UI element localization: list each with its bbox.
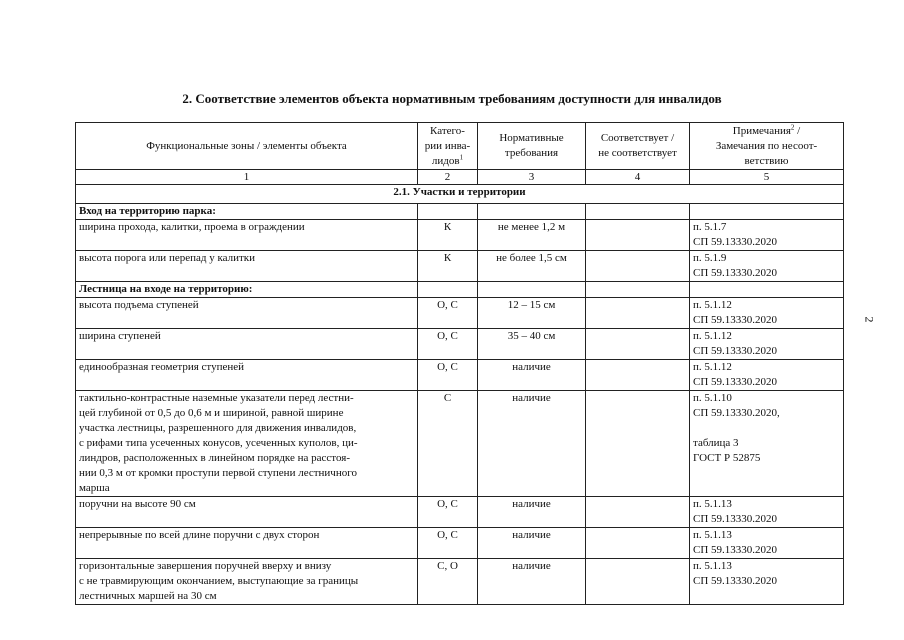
requirement-cell: наличие (478, 559, 586, 605)
table-row (76, 329, 844, 360)
category-cell: К (418, 251, 478, 282)
page-number: 2 (862, 316, 877, 323)
section-row (76, 185, 844, 204)
notes-cell: п. 5.1.10 СП 59.13330.2020, таблица 3 ГОСТ Р 52875 (690, 391, 844, 497)
element-cell: горизонтальные завершения поручней вверху и внизу с не травмирующим окончанием, выступающие за границы лестничных маршей на 30 см (76, 559, 418, 605)
table-row (76, 220, 844, 251)
notes-cell: п. 5.1.13 СП 59.13330.2020 (690, 559, 844, 605)
header-category: Катего- рии инва- лидов$^1$ (418, 123, 478, 170)
category-cell: О, С (418, 329, 478, 360)
element-cell: тактильно-контрастные наземные указатели перед лестни- цей глубиной от 0,5 до 0,6 м и шириной, равной ширине участка лестницы, разрешенного для движения инвалидов, с рифами типа усеченных конусов, усеченных куполов, ци- линдров, расположенных в линейном порядке на расстоя- нии 0,3 м от кромки проступи первой ступени лестничного марша (76, 391, 418, 497)
compliance-cell (586, 360, 690, 391)
notes-cell: п. 5.1.13 СП 59.13330.2020 (690, 528, 844, 559)
category-cell: О, С (418, 298, 478, 329)
element-cell: непрерывные по всей длине поручни с двух сторон (76, 528, 418, 559)
table-row (76, 391, 844, 497)
compliance-cell (586, 497, 690, 528)
column-number: 1 (76, 170, 418, 185)
requirement-cell: не более 1,5 см (478, 251, 586, 282)
notes-cell: п. 5.1.12 СП 59.13330.2020 (690, 298, 844, 329)
page-title: 2. Соответствие элементов объекта нормативным требованиям доступности для инвалидов (182, 91, 722, 106)
compliance-cell (586, 528, 690, 559)
requirement-cell: наличие (478, 528, 586, 559)
compliance-cell (586, 329, 690, 360)
requirement-cell: 12 – 15 см (478, 298, 586, 329)
element-cell: высота порога или перепад у калитки (76, 251, 418, 282)
notes-cell: п. 5.1.9 СП 59.13330.2020 (690, 251, 844, 282)
column-number: 5 (690, 170, 844, 185)
compliance-cell (586, 559, 690, 605)
element-cell: поручни на высоте 90 см (76, 497, 418, 528)
group-heading: Лестница на входе на территорию: (76, 282, 418, 298)
table-row (76, 497, 844, 528)
section-heading: 2.1. Участки и территории (76, 185, 844, 204)
notes-cell: п. 5.1.13 СП 59.13330.2020 (690, 497, 844, 528)
column-number: 4 (586, 170, 690, 185)
accessibility-table (75, 122, 844, 605)
compliance-cell (586, 391, 690, 497)
column-number: 2 (418, 170, 478, 185)
requirement-cell: 35 – 40 см (478, 329, 586, 360)
requirement-cell: наличие (478, 360, 586, 391)
requirement-cell: наличие (478, 391, 586, 497)
table-row (76, 559, 844, 605)
category-cell: С (418, 391, 478, 497)
header-notes: Примечания$^2$ / Замечания по несоот- ветствию (690, 123, 844, 170)
group-row (76, 282, 844, 298)
element-cell: единообразная геометрия ступеней (76, 360, 418, 391)
group-row (76, 204, 844, 220)
table-row (76, 298, 844, 329)
table-row (76, 360, 844, 391)
column-number: 3 (478, 170, 586, 185)
header-row (76, 123, 844, 170)
compliance-cell (586, 251, 690, 282)
notes-cell: п. 5.1.7 СП 59.13330.2020 (690, 220, 844, 251)
requirement-cell: не менее 1,2 м (478, 220, 586, 251)
category-cell: О, С (418, 528, 478, 559)
element-cell: высота подъема ступеней (76, 298, 418, 329)
compliance-cell (586, 298, 690, 329)
category-cell: О, С (418, 497, 478, 528)
notes-cell: п. 5.1.12 СП 59.13330.2020 (690, 360, 844, 391)
element-cell: ширина прохода, калитки, проема в ограждении (76, 220, 418, 251)
category-cell: К (418, 220, 478, 251)
compliance-cell (586, 220, 690, 251)
table-row (76, 251, 844, 282)
category-cell: С, О (418, 559, 478, 605)
header-requirements: Нормативные требования (478, 123, 586, 170)
notes-cell: п. 5.1.12 СП 59.13330.2020 (690, 329, 844, 360)
header-compliance: Соответствует / не соответствует (586, 123, 690, 170)
category-cell: О, С (418, 360, 478, 391)
element-cell: ширина ступеней (76, 329, 418, 360)
group-heading: Вход на территорию парка: (76, 204, 418, 220)
header-elements: Функциональные зоны / элементы объекта (76, 123, 418, 170)
column-number-row (76, 170, 844, 185)
table-row (76, 528, 844, 559)
requirement-cell: наличие (478, 497, 586, 528)
